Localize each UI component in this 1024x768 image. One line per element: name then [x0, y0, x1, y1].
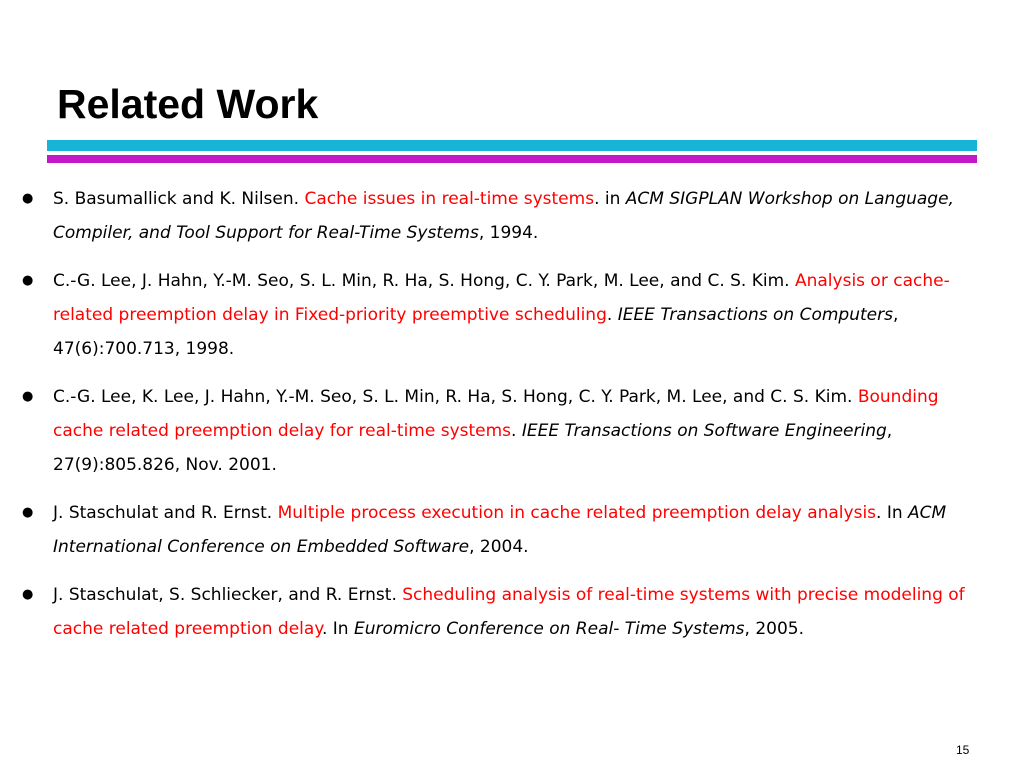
reference-details: , 47(6):700.713, 1998.: [53, 305, 899, 359]
reference-venue-prefix: .: [606, 305, 618, 325]
reference-venue-prefix: .: [511, 421, 522, 441]
reference-venue-prefix: . In: [876, 503, 909, 523]
reference-list: [22, 182, 992, 660]
reference-title: Cache issues in real-time systems: [304, 189, 595, 209]
bullet-icon: ●: [22, 587, 34, 602]
reference-details: , 2005.: [744, 619, 805, 639]
reference-authors: C.-G. Lee, K. Lee, J. Hahn, Y.-M. Seo, S. L. Min, R. Ha, S. Hong, C. Y. Park, M. Lee, and C. S. Kim.: [53, 387, 858, 407]
reference-venue: IEEE Transactions on Software Engineering: [521, 421, 887, 441]
reference-venue-prefix: . In: [321, 619, 354, 639]
reference-item: [22, 496, 992, 564]
reference-title: Bounding cache related preemption delay for real-time systems: [53, 387, 939, 441]
reference-venue: ACM SIGPLAN Workshop on Language, Compiler, and Tool Support for Real-Time Systems: [53, 189, 954, 243]
reference-item: [22, 264, 992, 366]
bullet-icon: ●: [22, 389, 34, 404]
bullet-icon: ●: [22, 273, 34, 288]
page-number: 15: [956, 743, 970, 757]
reference-item: [22, 182, 992, 250]
reference-venue: IEEE Transactions on Computers: [617, 305, 893, 325]
reference-title: Scheduling analysis of real-time systems with precise modeling of cache related preemption delay: [53, 585, 965, 639]
reference-title: Analysis or cache-related preemption delay in Fixed-priority preemptive scheduling: [53, 271, 950, 325]
title-rule-cyan: [47, 140, 977, 151]
bullet-icon: ●: [22, 505, 34, 520]
reference-item: [22, 578, 992, 646]
slide-title: Related Work: [57, 81, 319, 127]
reference-item: [22, 380, 992, 482]
reference-title: Multiple process execution in cache related preemption delay analysis: [277, 503, 877, 523]
bullet-icon: ●: [22, 191, 34, 206]
reference-authors: S. Basumallick and K. Nilsen.: [53, 189, 305, 209]
reference-authors: J. Staschulat and R. Ernst.: [53, 503, 278, 523]
reference-venue-prefix: . in: [594, 189, 626, 209]
reference-details: , 1994.: [478, 223, 539, 243]
reference-details: , 27(9):805.826, Nov. 2001.: [53, 421, 893, 475]
reference-venue: Euromicro Conference on Real- Time Systems: [353, 619, 745, 639]
reference-venue: ACM International Conference on Embedded Software: [53, 503, 947, 557]
title-rule-magenta: [47, 155, 977, 163]
reference-authors: J. Staschulat, S. Schliecker, and R. Ernst.: [53, 585, 403, 605]
reference-details: , 2004.: [469, 537, 529, 557]
reference-authors: C.-G. Lee, J. Hahn, Y.-M. Seo, S. L. Min, R. Ha, S. Hong, C. Y. Park, M. Lee, and C. S. Kim.: [53, 271, 795, 291]
